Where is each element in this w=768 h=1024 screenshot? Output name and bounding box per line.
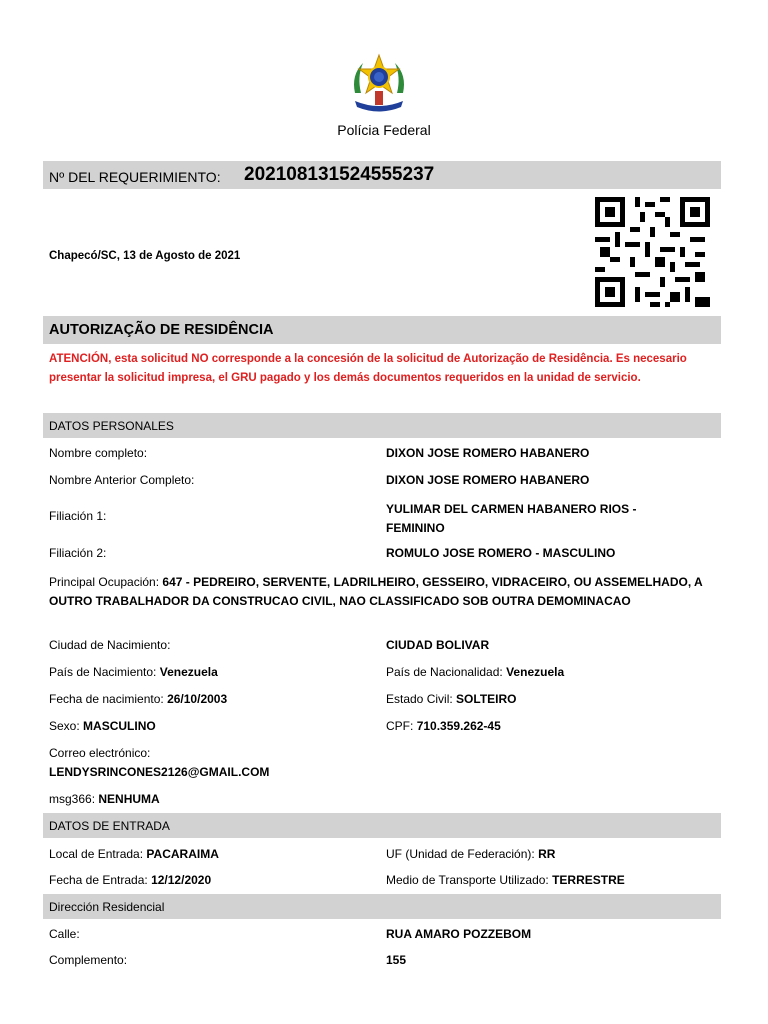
- birth-country-label: País de Nacimiento:: [49, 665, 157, 679]
- street-value: RUA AMARO POZZEBOM: [386, 927, 532, 941]
- full-name-value: DIXON JOSE ROMERO HABANERO: [386, 446, 590, 460]
- sex-label: Sexo:: [49, 719, 80, 733]
- previous-name-label: Nombre Anterior Completo:: [49, 473, 195, 487]
- marital-status-field: [386, 692, 517, 706]
- organization-name: Polícia Federal: [337, 122, 431, 138]
- city-date: Chapecó/SC, 13 de Agosto de 2021: [49, 250, 241, 262]
- qr-code: [595, 197, 710, 307]
- cpf-value: 710.359.262-45: [416, 719, 501, 733]
- complement-value: 155: [386, 953, 407, 967]
- marital-status-label: Estado Civil:: [386, 692, 453, 706]
- filiation1-label: Filiación 1:: [49, 509, 107, 523]
- cpf-label: CPF:: [386, 719, 414, 733]
- occupation-value: 647 - PEDREIRO, SERVENTE, LADRILHEIRO, GESSEIRO, VIDRACEIRO, OU ASSEMELHADO, A OUTRO TRABALHADOR DA CONSTRUCAO CIVIL, NAO CLASSIFICADO SOB OUTRA DEMOMINACAO: [49, 575, 703, 608]
- cpf-field: [386, 719, 501, 733]
- request-number-label: Nº DEL REQUERIMIENTO:: [49, 169, 221, 185]
- filiation2-label: Filiación 2:: [49, 546, 107, 560]
- street-label: Calle:: [49, 927, 80, 941]
- previous-name-value: DIXON JOSE ROMERO HABANERO: [386, 473, 590, 487]
- uf-value: RR: [538, 847, 556, 861]
- entry-place-value: PACARAIMA: [146, 847, 219, 861]
- birth-city-label: Ciudad de Nacimiento:: [49, 638, 171, 652]
- document-title-bar: [43, 316, 721, 344]
- birth-date-value: 26/10/2003: [167, 692, 228, 706]
- entry-date-field: [49, 873, 211, 887]
- section-address: [43, 894, 721, 919]
- occupation-field: [49, 573, 714, 611]
- birth-country-value: Venezuela: [159, 665, 218, 679]
- transport-value: TERRESTRE: [552, 873, 625, 887]
- uf-field: [386, 847, 555, 861]
- sex-value: MASCULINO: [83, 719, 156, 733]
- request-number: 202108131524555237: [244, 164, 435, 185]
- birth-country-field: [49, 665, 218, 679]
- sex-field: [49, 719, 156, 733]
- document-title: AUTORIZAÇÃO DE RESIDÊNCIA: [49, 322, 274, 338]
- nationality-value: Venezuela: [506, 665, 565, 679]
- msg366-value: NENHUMA: [98, 792, 160, 806]
- coat-of-arms-emblem: [349, 53, 409, 117]
- nationality-field: [386, 665, 564, 679]
- section-personal-data: [43, 413, 721, 438]
- filiation2-value: ROMULO JOSE ROMERO - MASCULINO: [386, 546, 616, 560]
- section-entry-title: DATOS DE ENTRADA: [49, 819, 170, 833]
- section-address-title: Dirección Residencial: [49, 900, 165, 914]
- occupation-label: Principal Ocupación:: [49, 575, 160, 589]
- entry-date-value: 12/12/2020: [151, 873, 212, 887]
- birth-date-label: Fecha de nacimiento:: [49, 692, 164, 706]
- msg366-label: msg366:: [49, 792, 96, 806]
- transport-field: [386, 873, 625, 887]
- nationality-label: País de Nacionalidad:: [386, 665, 503, 679]
- warning-notice: ATENCIÓN, esta solicitud NO corresponde a la concesión de la solicitud de Autorização de Residência. Es necesario presentar la solicitud impresa, el GRU pagado y los demás documentos requeridos en la unidad de servicio.: [49, 353, 687, 384]
- email-value: LENDYSRINCONES2126@GMAIL.COM: [49, 765, 270, 779]
- entry-place-field: [49, 847, 219, 861]
- transport-label: Medio de Transporte Utilizado:: [386, 873, 549, 887]
- section-personal-title: DATOS PERSONALES: [49, 419, 174, 433]
- section-entry-data: [43, 813, 721, 838]
- marital-status-value: SOLTEIRO: [456, 692, 517, 706]
- entry-place-label: Local de Entrada:: [49, 847, 144, 861]
- birth-date-field: [49, 692, 227, 706]
- msg366-field: [49, 792, 160, 806]
- entry-date-label: Fecha de Entrada:: [49, 873, 148, 887]
- birth-city-value: CIUDAD BOLIVAR: [386, 638, 490, 652]
- request-number-bar: [43, 161, 721, 189]
- email-label: Correo electrónico:: [49, 746, 151, 760]
- uf-label: UF (Unidad de Federación):: [386, 847, 535, 861]
- full-name-label: Nombre completo:: [49, 446, 148, 460]
- complement-label: Complemento:: [49, 953, 128, 967]
- filiation1-value: YULIMAR DEL CARMEN HABANERO RIOS - FEMININO: [386, 502, 637, 535]
